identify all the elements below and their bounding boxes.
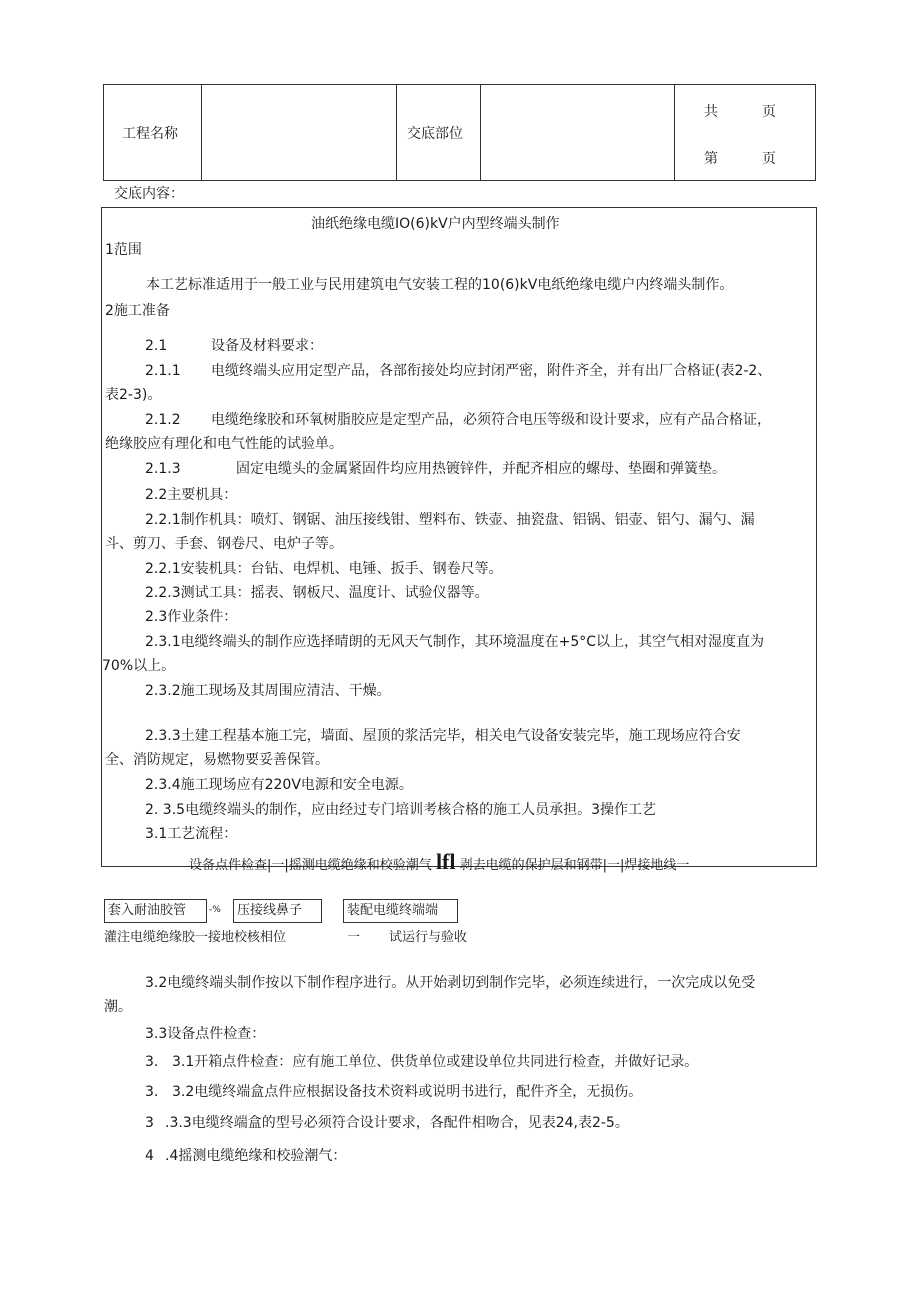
flow-line-2: 灌注电缆绝缘胶一接地校核相位 <box>104 930 287 945</box>
item-prefix: 3. <box>145 1084 159 1100</box>
item-text: 电缆终端头应用定型产品，各部衔接处均应封闭严密，附件齐全，并有出厂合格证(表2-2、 <box>211 363 772 379</box>
item-text: 固定电缆头的金属紧固件均应用热镀锌件，并配齐相应的螺母、垫圈和弹簧垫。 <box>236 461 726 477</box>
item-prefix: 3. <box>145 1054 159 1070</box>
section-heading: 1范围 <box>105 242 142 258</box>
item-prefix: 4 <box>145 1148 154 1164</box>
item-text-cont: 斗、剪刀、手套、钢卷尺、电炉子等。 <box>105 536 343 552</box>
flow-separator: |一| <box>267 858 289 873</box>
doc-title: 油纸绝缘电缆IO(6)kV户内型终端头制作 <box>311 216 560 232</box>
item-text-cont: 全、消防规定，易燃物要妥善保管。 <box>105 752 329 768</box>
project-name-label: 工程名称 <box>122 126 178 142</box>
item-number: 2.1.3 <box>145 461 181 477</box>
divider <box>201 85 202 180</box>
item-text: 3.1工艺流程： <box>145 826 238 842</box>
page-unit: 页 <box>762 151 776 167</box>
paragraph-cont: 潮。 <box>104 999 132 1015</box>
page-label: 第 <box>704 151 718 167</box>
divider <box>396 85 397 180</box>
paragraph: .3.3电缆终端盒的型号必须符合设计要求，各配件相吻合，见表24,表2-5。 <box>165 1115 629 1131</box>
item-text-cont: 70%以上。 <box>102 658 176 674</box>
flow-mark: lfl <box>435 849 456 874</box>
section-heading: 2施工准备 <box>105 303 170 319</box>
flow-step: 剥去电缆的保护层和钢带 <box>459 858 603 873</box>
item-text: 2. 3.5电缆终端头的制作，应由经过专门培训考核合格的施工人员承担。3操作工艺 <box>145 802 656 818</box>
flow-separator: 一 <box>347 930 361 945</box>
header-table <box>103 84 816 181</box>
paragraph: .4摇测电缆绝缘和校验潮气： <box>165 1148 347 1164</box>
paragraph: 3.2电缆终端盒点件应根据设备技术资料或说明书进行，配件齐全，无损伤。 <box>172 1084 643 1100</box>
item-text: 2.2主要机具： <box>145 487 238 503</box>
item-text: 2.3作业条件： <box>145 609 238 625</box>
item-text: 2.2.1安装机具：台钻、电焊机、电锤、扳手、钢卷尺等。 <box>145 561 503 577</box>
item-number: 2.1.2 <box>145 412 181 428</box>
flow-arrow: -% <box>209 905 221 915</box>
divider <box>674 85 675 180</box>
flow-step: 摇测电缆绝缘和校验潮气 <box>288 858 432 873</box>
item-text: 2.3.4施工现场应有220V电源和安全电源。 <box>145 777 413 793</box>
flow-step: 设备点件检查 <box>189 858 268 873</box>
item-text-cont: 表2-3)。 <box>105 387 162 403</box>
content-box <box>101 207 817 874</box>
item-text: 2.3.3土建工程基本施工完，墙面、屋顶的浆活完毕，相关电气设备安装完毕，施工现场应符合安 <box>145 728 741 744</box>
paragraph: 3.2电缆终端头制作按以下制作程序进行。从开始剥切到制作完毕，必须连续进行，一次完成以免受 <box>145 975 756 991</box>
total-label: 共 <box>704 104 718 120</box>
divider <box>480 85 481 180</box>
item-prefix: 3 <box>145 1115 154 1131</box>
paragraph: 本工艺标准适用于一般工业与民用建筑电气安装工程的10(6)kV电纸绝缘电缆户内终端头制作。 <box>146 277 734 293</box>
flow-box: 装配电缆终端端 <box>343 899 458 923</box>
part-label: 交底部位 <box>407 126 463 142</box>
item-text: 2.2.3测试工具：摇表、钢板尺、温度计、试验仪器等。 <box>145 585 489 601</box>
content-label: 交底内容： <box>114 186 184 202</box>
item-text: 2.3.1电缆终端头的制作应选择晴朗的无风天气制作，其环境温度在+5°C以上，其空气相对湿度直为 <box>145 634 765 650</box>
item-text: 设备及材料要求： <box>211 338 323 354</box>
item-text: 2.3.2施工现场及其周围应清洁、干燥。 <box>145 683 391 699</box>
item-number: 2.1.1 <box>145 363 181 379</box>
total-unit: 页 <box>762 104 776 120</box>
flow-separator: |一| <box>602 858 625 873</box>
flow-box: 套入耐油胶管 <box>104 899 207 923</box>
item-number: 2.1 <box>145 338 168 354</box>
paragraph: 3.1开箱点件检查：应有施工单位、供货单位或建设单位共同进行检查，并做好记录。 <box>172 1054 699 1070</box>
flow-line-1 <box>189 849 689 875</box>
item-text-cont: 绝缘胶应有理化和电气性能的试验单。 <box>105 436 343 452</box>
paragraph: 3.3设备点件检查： <box>145 1026 266 1042</box>
flow-box: 压接线鼻子 <box>233 899 322 923</box>
flow-step: 试运行与验收 <box>389 930 468 945</box>
item-text: 电缆绝缘胶和环氧树脂胶应是定型产品，必须符合电压等级和设计要求，应有产品合格证， <box>211 412 771 428</box>
flow-step: 焊接地线一 <box>624 858 690 873</box>
item-text: 2.2.1制作机具：喷灯、钢锯、油压接线钳、塑料布、铁壶、抽瓷盘、铝锅、铝壶、铝勺、漏勺、漏 <box>145 512 755 528</box>
